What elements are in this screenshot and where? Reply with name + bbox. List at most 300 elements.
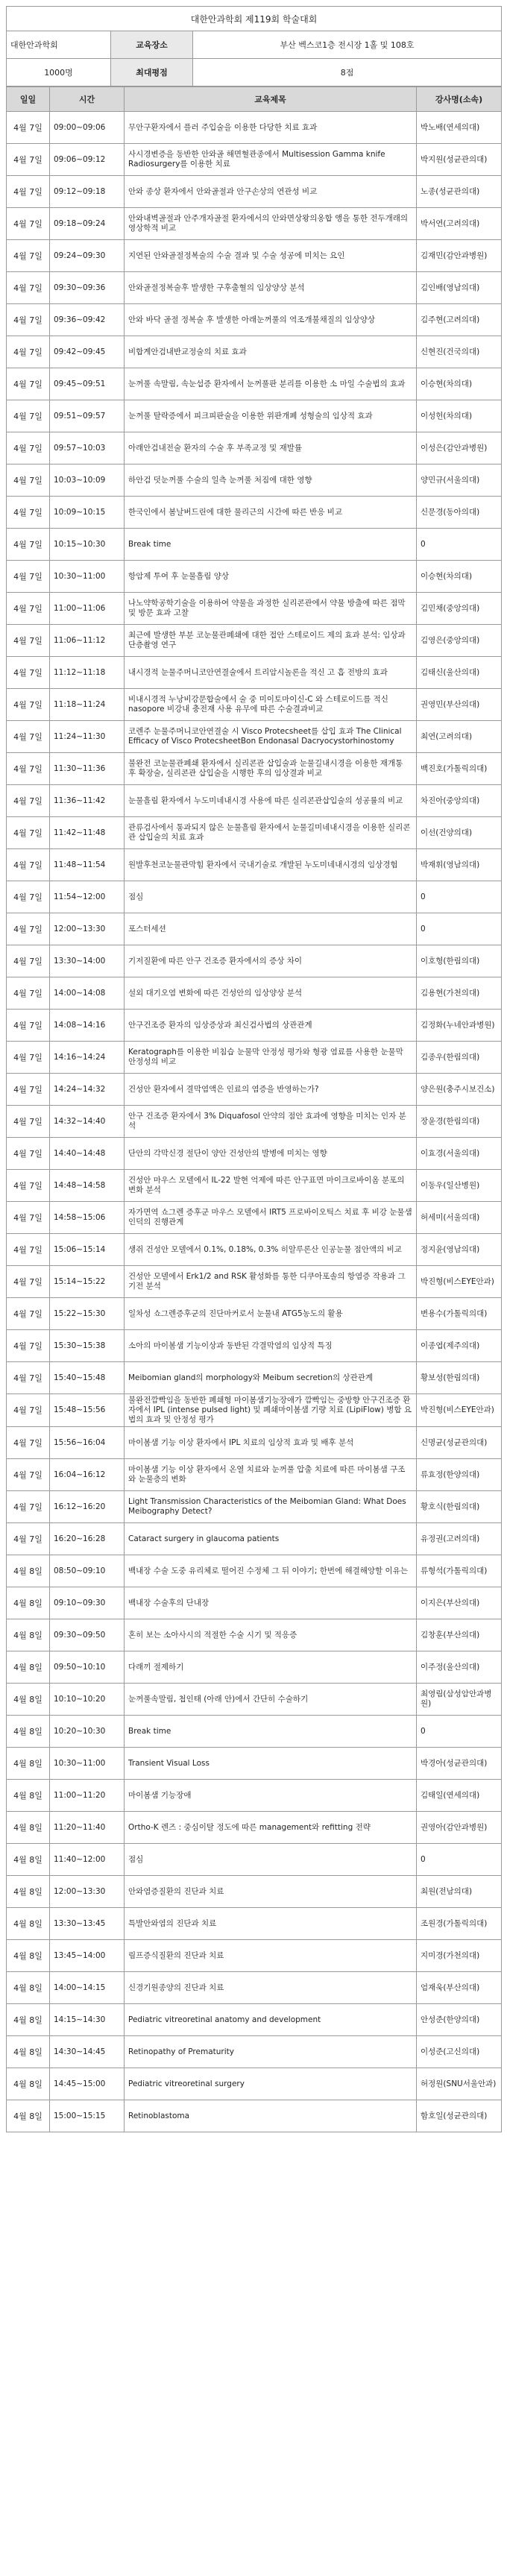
row-topic: 눈물흘림 환자에서 누도미네내시경 사용에 따른 실리콘관삽입술의 성공률의 비교: [125, 785, 417, 817]
row-speaker: 김태신(울산의대): [417, 657, 502, 689]
row-day: 4월 7일: [7, 1491, 50, 1523]
row-time: 10:20~10:30: [50, 1716, 125, 1748]
row-time: 11:20~11:40: [50, 1812, 125, 1844]
row-day: 4월 7일: [7, 112, 50, 144]
row-topic: 단안의 각막신경 절단이 양안 건성안의 발병에 미치는 영향: [125, 1138, 417, 1170]
row-time: 14:48~14:58: [50, 1170, 125, 1202]
row-topic: 기저질환에 따른 안구 건조증 환자에서의 증상 차이: [125, 945, 417, 977]
row-day: 4월 7일: [7, 465, 50, 497]
row-topic: 소아의 마이봄샘 기능이상과 동반된 각결막염의 임상적 특징: [125, 1330, 417, 1362]
row-time: 15:48~15:56: [50, 1394, 125, 1427]
row-time: 11:42~11:48: [50, 817, 125, 849]
row-time: 10:03~10:09: [50, 465, 125, 497]
row-speaker: 권영아(감안과병원): [417, 1812, 502, 1844]
row-day: 4월 7일: [7, 817, 50, 849]
row-speaker: 박진형(비스EYE안과): [417, 1394, 502, 1427]
row-speaker: 정지윤(영남의대): [417, 1234, 502, 1266]
schedule-page: [6, 6, 501, 2132]
row-day: 4월 8일: [7, 2100, 50, 2132]
row-topic: Keratograph를 이용한 비침습 눈물막 안정성 평가와 형광 염료를 사용한 눈물막 안정성의 비교: [125, 1042, 417, 1074]
row-time: 09:00~09:06: [50, 112, 125, 144]
table-row: [7, 2036, 502, 2068]
row-speaker: 박노배(연세의대): [417, 112, 502, 144]
row-speaker: 0: [417, 913, 502, 945]
row-time: 10:15~10:30: [50, 529, 125, 561]
row-time: 14:45~15:00: [50, 2068, 125, 2100]
row-day: 4월 8일: [7, 1812, 50, 1844]
table-row: [7, 1972, 502, 2004]
row-day: 4월 7일: [7, 721, 50, 753]
row-speaker: 이승현(차의대): [417, 561, 502, 593]
row-speaker: 허세미(서울의대): [417, 1202, 502, 1234]
row-topic: 포스터세션: [125, 913, 417, 945]
row-time: 09:24~09:30: [50, 240, 125, 272]
row-time: 09:42~09:45: [50, 336, 125, 368]
row-day: 4월 7일: [7, 304, 50, 336]
row-time: 10:09~10:15: [50, 497, 125, 529]
row-time: 15:06~15:14: [50, 1234, 125, 1266]
row-speaker: 김영은(중앙의대): [417, 625, 502, 657]
conference-title: 대한안과학회 제119회 학술대회: [7, 7, 502, 31]
row-topic: 림프증식질환의 진단과 치료: [125, 1940, 417, 1972]
row-day: 4월 8일: [7, 1780, 50, 1812]
row-day: 4월 7일: [7, 1234, 50, 1266]
table-row: [7, 1491, 502, 1523]
row-time: 16:20~16:28: [50, 1523, 125, 1555]
row-time: 09:06~09:12: [50, 144, 125, 176]
row-day: 4월 8일: [7, 2004, 50, 2036]
row-speaker: 권영민(부산의대): [417, 689, 502, 721]
table-row: [7, 1555, 502, 1587]
table-row: [7, 400, 502, 432]
row-speaker: 엄재욱(부산의대): [417, 1972, 502, 2004]
col-head-time: 시간: [50, 87, 125, 112]
row-speaker: 변용수(가톨릭의대): [417, 1298, 502, 1330]
row-topic: Retinoblastoma: [125, 2100, 417, 2132]
row-speaker: 0: [417, 529, 502, 561]
row-topic: Ortho-K 렌즈 : 중심이탈 정도에 따른 management와 refitting 전략: [125, 1812, 417, 1844]
row-time: 08:50~09:10: [50, 1555, 125, 1587]
row-day: 4월 8일: [7, 2036, 50, 2068]
row-day: 4월 7일: [7, 336, 50, 368]
row-topic: 설외 대기오염 변화에 따른 건성안의 임상양상 분석: [125, 977, 417, 1010]
attendance-fee: 1000명: [7, 59, 111, 86]
row-topic: 안구건조증 환자의 임상증상과 최신검사법의 상관관계: [125, 1010, 417, 1042]
row-day: 4월 7일: [7, 1202, 50, 1234]
row-topic: 신경기원종양의 진단과 치료: [125, 1972, 417, 2004]
row-topic: 혼히 보는 소아사시의 적절한 수술 시기 및 적응증: [125, 1619, 417, 1651]
row-speaker: 김용현(가천의대): [417, 977, 502, 1010]
row-time: 14:40~14:48: [50, 1138, 125, 1170]
row-time: 09:57~10:03: [50, 432, 125, 465]
row-day: 4월 7일: [7, 176, 50, 208]
row-topic: 안와염증질환의 진단과 치료: [125, 1876, 417, 1908]
table-row: [7, 1298, 502, 1330]
row-day: 4월 8일: [7, 1844, 50, 1876]
table-row: [7, 561, 502, 593]
row-topic: 안와골절정복술후 발생한 구후출혈의 임상양상 분석: [125, 272, 417, 304]
row-time: 13:30~13:45: [50, 1908, 125, 1940]
table-row: [7, 1427, 502, 1459]
table-row: [7, 1459, 502, 1491]
credit-label: 최대평점: [111, 59, 193, 86]
row-time: 09:18~09:24: [50, 208, 125, 240]
row-time: 16:12~16:20: [50, 1491, 125, 1523]
row-day: 4월 7일: [7, 689, 50, 721]
row-speaker: 허정원(SNU서울안과): [417, 2068, 502, 2100]
row-speaker: 0: [417, 1844, 502, 1876]
row-topic: 지연된 안와골절정복술의 수술 결과 및 수술 성공에 미치는 요인: [125, 240, 417, 272]
row-time: 15:14~15:22: [50, 1266, 125, 1298]
row-time: 15:56~16:04: [50, 1427, 125, 1459]
row-time: 14:15~14:30: [50, 2004, 125, 2036]
row-speaker: 안성준(한양의대): [417, 2004, 502, 2036]
row-speaker: 신명균(성균관의대): [417, 1427, 502, 1459]
row-topic: 눈꺼풀 탈락증에서 피크피판술을 이용한 위판개폐 성형술의 임상적 효과: [125, 400, 417, 432]
table-row: [7, 2100, 502, 2132]
row-day: 4월 7일: [7, 272, 50, 304]
venue-label: 교육장소: [111, 31, 193, 59]
table-row: [7, 1812, 502, 1844]
row-speaker: 김민채(중앙의대): [417, 593, 502, 625]
row-day: 4월 7일: [7, 657, 50, 689]
table-row: [7, 1170, 502, 1202]
row-day: 4월 8일: [7, 1555, 50, 1587]
venue-value: 부산 벡스코1층 전시장 1홀 및 108호: [193, 31, 502, 59]
row-speaker: 0: [417, 1716, 502, 1748]
row-speaker: 이성헌(차의대): [417, 400, 502, 432]
row-topic: 백내장 수술 도중 유리체로 떨어진 수정체 그 뒤 이야기; 한번에 해결해앙할 이유는: [125, 1555, 417, 1587]
header-table: [6, 6, 502, 86]
table-row: [7, 1844, 502, 1876]
row-topic: 자가면역 쇼그렌 증후군 마우스 모델에서 IRT5 프로바이오틱스 치료 후 비강 눈물샘인덕의 진행관계: [125, 1202, 417, 1234]
row-speaker: 조원경(가톨릭의대): [417, 1908, 502, 1940]
row-time: 16:04~16:12: [50, 1459, 125, 1491]
row-speaker: 이성은(감안과병원): [417, 432, 502, 465]
row-topic: Break time: [125, 529, 417, 561]
row-topic: 안와 바닥 골절 정복술 후 발생한 아래눈꺼풀의 역조개불채질의 임상양상: [125, 304, 417, 336]
table-row: [7, 432, 502, 465]
table-row: [7, 2068, 502, 2100]
table-row: [7, 1074, 502, 1106]
row-time: 14:24~14:32: [50, 1074, 125, 1106]
col-head-topic: 교육제목: [125, 87, 417, 112]
row-speaker: 장윤경(한림의대): [417, 1106, 502, 1138]
row-day: 4월 7일: [7, 785, 50, 817]
row-topic: 건성안 모델에서 Erk1/2 and RSK 활성화를 통한 디쿠아포솔의 항염증 작용과 그 기전 분석: [125, 1266, 417, 1298]
row-topic: Cataract surgery in glaucoma patients: [125, 1523, 417, 1555]
row-topic: 백내장 수술후의 단내장: [125, 1587, 417, 1619]
schedule-body: [7, 112, 502, 2132]
row-day: 4월 8일: [7, 1651, 50, 1684]
table-row: [7, 849, 502, 881]
row-time: 09:51~09:57: [50, 400, 125, 432]
table-row: [7, 208, 502, 240]
row-speaker: 최연(고려의대): [417, 721, 502, 753]
row-day: 4월 7일: [7, 1266, 50, 1298]
row-speaker: 신문경(동아의대): [417, 497, 502, 529]
col-head-day: 일일: [7, 87, 50, 112]
row-time: 09:50~10:10: [50, 1651, 125, 1684]
table-row: [7, 304, 502, 336]
row-speaker: 이호형(한림의대): [417, 945, 502, 977]
table-row: [7, 1106, 502, 1138]
row-day: 4월 7일: [7, 1138, 50, 1170]
row-time: 10:30~11:00: [50, 561, 125, 593]
row-day: 4월 8일: [7, 2068, 50, 2100]
row-topic: 비합계안검내반교정술의 치료 효과: [125, 336, 417, 368]
table-row: [7, 336, 502, 368]
row-speaker: 박지원(성균관의대): [417, 144, 502, 176]
row-day: 4월 8일: [7, 1940, 50, 1972]
row-day: 4월 7일: [7, 849, 50, 881]
table-row: [7, 1587, 502, 1619]
row-day: 4월 7일: [7, 1170, 50, 1202]
row-day: 4월 7일: [7, 1042, 50, 1074]
table-row: [7, 1266, 502, 1298]
row-topic: 마이봄샘 기능 이상 환자에서 온열 치료와 눈꺼풀 압출 치료에 따른 마이봄샘 구조와 눈물층의 변화: [125, 1459, 417, 1491]
row-time: 11:12~11:18: [50, 657, 125, 689]
row-day: 4월 8일: [7, 1876, 50, 1908]
row-topic: 불완전 코눈물관폐쇄 환자에서 실리콘관 삽입술과 눈물길내시경을 이용한 재개통 후 확장술, 실리콘관 삽입술을 시행한 후의 임상결과 비교: [125, 753, 417, 785]
row-time: 11:00~11:20: [50, 1780, 125, 1812]
row-time: 13:30~14:00: [50, 945, 125, 977]
row-time: 11:06~11:12: [50, 625, 125, 657]
row-topic: 마이봄샘 기능장애: [125, 1780, 417, 1812]
table-row: [7, 913, 502, 945]
row-speaker: 이종엽(제주의대): [417, 1330, 502, 1362]
row-day: 4월 7일: [7, 1427, 50, 1459]
row-topic: Break time: [125, 1716, 417, 1748]
table-row: [7, 689, 502, 721]
row-time: 15:40~15:48: [50, 1362, 125, 1394]
table-row: [7, 1042, 502, 1074]
row-speaker: 황보성(한림의대): [417, 1362, 502, 1394]
table-row: [7, 1330, 502, 1362]
row-day: 4월 7일: [7, 432, 50, 465]
row-topic: 눈꺼풀 속말림, 속눈섭증 환자에서 눈꺼풀판 분리를 이용한 소 마일 수술법의 효과: [125, 368, 417, 400]
row-day: 4월 7일: [7, 497, 50, 529]
table-row: [7, 1394, 502, 1427]
row-day: 4월 7일: [7, 625, 50, 657]
row-topic: 안와 종상 환자에서 안와골절과 안구손상의 연관성 비교: [125, 176, 417, 208]
table-row: [7, 1780, 502, 1812]
table-row: [7, 625, 502, 657]
row-time: 11:48~11:54: [50, 849, 125, 881]
row-topic: 다래끼 절제하기: [125, 1651, 417, 1684]
row-time: 11:18~11:24: [50, 689, 125, 721]
row-day: 4월 7일: [7, 1298, 50, 1330]
credit-value: 8점: [193, 59, 502, 86]
row-speaker: 이효경(서울의대): [417, 1138, 502, 1170]
row-speaker: 지미경(가천의대): [417, 1940, 502, 1972]
row-speaker: 김종우(한림의대): [417, 1042, 502, 1074]
row-topic: 점심: [125, 881, 417, 913]
row-topic: 비내시경적 누낭비강문합술에서 술 중 미이토마이신-C 와 스테로이드를 적신 nasopore 비강내 충전재 사용 유무에 따른 수술결과비교: [125, 689, 417, 721]
table-row: [7, 1234, 502, 1266]
row-time: 09:45~09:51: [50, 368, 125, 400]
row-day: 4월 7일: [7, 1394, 50, 1427]
row-day: 4월 8일: [7, 1748, 50, 1780]
row-time: 15:30~15:38: [50, 1330, 125, 1362]
row-day: 4월 7일: [7, 144, 50, 176]
table-row: [7, 1876, 502, 1908]
table-row: [7, 144, 502, 176]
row-speaker: 황호식(한림의대): [417, 1491, 502, 1523]
row-day: 4월 8일: [7, 1587, 50, 1619]
row-speaker: 이지은(부산의대): [417, 1587, 502, 1619]
row-time: 09:12~09:18: [50, 176, 125, 208]
row-speaker: 김정화(누네안과병원): [417, 1010, 502, 1042]
row-topic: Meibomian gland의 morphology와 Meibum secretion의 상관관계: [125, 1362, 417, 1394]
row-speaker: 박재휘(영남의대): [417, 849, 502, 881]
organizer-name: 대한안과학회: [7, 31, 111, 59]
table-row: [7, 1748, 502, 1780]
row-day: 4월 7일: [7, 1523, 50, 1555]
row-speaker: 류형석(가톨릭의대): [417, 1555, 502, 1587]
table-row: [7, 272, 502, 304]
row-topic: Light Transmission Characteristics of the Meibomian Gland: What Does Meibography Detect?: [125, 1491, 417, 1523]
row-topic: 마이봄샘 기능 이상 환자에서 IPL 치료의 임상적 효과 및 배후 분석: [125, 1427, 417, 1459]
row-topic: 건성안 환자에서 결막염액은 인료의 염증을 반영하는가?: [125, 1074, 417, 1106]
row-speaker: 신현진(건국의대): [417, 336, 502, 368]
row-topic: 최근에 발생한 부분 코눈물관폐쇄에 대한 접안 스테로이드 제의 효과 분석: 임상과 단층촬영 연구: [125, 625, 417, 657]
col-head-speaker: 강사명(소속): [417, 87, 502, 112]
row-time: 15:00~15:15: [50, 2100, 125, 2132]
row-speaker: 이선(건양의대): [417, 817, 502, 849]
row-speaker: 이주정(울산의대): [417, 1651, 502, 1684]
row-speaker: 이승현(차의대): [417, 368, 502, 400]
row-topic: Transient Visual Loss: [125, 1748, 417, 1780]
row-speaker: 김인배(영남의대): [417, 272, 502, 304]
row-speaker: 이동우(일산병원): [417, 1170, 502, 1202]
row-day: 4월 8일: [7, 1908, 50, 1940]
row-topic: 눈꺼풀속말림, 첩인태 (아래 안)에서 간단히 수술하기: [125, 1684, 417, 1716]
row-day: 4월 8일: [7, 1684, 50, 1716]
row-time: 14:32~14:40: [50, 1106, 125, 1138]
row-day: 4월 8일: [7, 1972, 50, 2004]
row-time: 12:00~13:30: [50, 1876, 125, 1908]
row-time: 14:00~14:08: [50, 977, 125, 1010]
row-day: 4월 7일: [7, 1362, 50, 1394]
row-time: 15:22~15:30: [50, 1298, 125, 1330]
row-day: 4월 7일: [7, 1010, 50, 1042]
schedule-table: [6, 86, 502, 2132]
row-speaker: 김주현(고려의대): [417, 304, 502, 336]
table-row: [7, 1202, 502, 1234]
table-row: [7, 977, 502, 1010]
row-topic: 일차성 쇼그렌증후군의 진단마커로서 눈물내 ATG5농도의 활용: [125, 1298, 417, 1330]
table-row: [7, 112, 502, 144]
row-day: 4월 7일: [7, 1106, 50, 1138]
table-row: [7, 721, 502, 753]
table-row: [7, 368, 502, 400]
table-row: [7, 176, 502, 208]
row-speaker: 류효정(한양의대): [417, 1459, 502, 1491]
row-topic: 안와내벽골절과 안주개자골절 환자에서의 안와면상왕의옹합 앵을 통한 전두개래의 영상학적 비교: [125, 208, 417, 240]
row-day: 4월 7일: [7, 240, 50, 272]
table-row: [7, 1684, 502, 1716]
table-row: [7, 593, 502, 625]
row-topic: 특발안와염의 진단과 치료: [125, 1908, 417, 1940]
table-row: [7, 240, 502, 272]
row-speaker: 박진형(비스EYE안과): [417, 1266, 502, 1298]
row-speaker: 김태일(연세의대): [417, 1780, 502, 1812]
row-topic: 관류검사에서 통과되지 않은 눈물흘림 환자에서 눈물길미네내시경을 이용한 실리콘관 삽입술의 치료 효과: [125, 817, 417, 849]
row-time: 13:45~14:00: [50, 1940, 125, 1972]
row-speaker: 김창훈(부산의대): [417, 1619, 502, 1651]
row-day: 4월 8일: [7, 1716, 50, 1748]
row-speaker: 이성준(고신의대): [417, 2036, 502, 2068]
table-row: [7, 1523, 502, 1555]
row-topic: 건성안 마우스 모델에서 IL-22 발현 억제에 따른 안구표면 마이크로바이옴 분포의 변화 분석: [125, 1170, 417, 1202]
table-row: [7, 1908, 502, 1940]
row-speaker: 양은원(충주시보건소): [417, 1074, 502, 1106]
row-time: 11:54~12:00: [50, 881, 125, 913]
row-day: 4월 7일: [7, 881, 50, 913]
row-day: 4월 7일: [7, 593, 50, 625]
row-time: 14:08~14:16: [50, 1010, 125, 1042]
table-row: [7, 529, 502, 561]
row-speaker: 최영림(삼성암안과병원): [417, 1684, 502, 1716]
row-time: 14:30~14:45: [50, 2036, 125, 2068]
table-row: [7, 497, 502, 529]
table-row: [7, 1940, 502, 1972]
row-topic: 사시경변증을 동반한 안와골 해면혈관종에서 Multisession Gamma knife Radiosurgery를 이용한 치료: [125, 144, 417, 176]
row-day: 4월 7일: [7, 1074, 50, 1106]
table-row: [7, 1010, 502, 1042]
row-time: 12:00~13:30: [50, 913, 125, 945]
row-time: 14:58~15:06: [50, 1202, 125, 1234]
row-topic: 내시경적 눈물주머니코안연결술에서 트리암시놀론을 적신 고 흡 전방의 효과: [125, 657, 417, 689]
row-speaker: 양민규(서울의대): [417, 465, 502, 497]
row-speaker: 박서연(고려의대): [417, 208, 502, 240]
row-day: 4월 7일: [7, 1330, 50, 1362]
row-day: 4월 7일: [7, 561, 50, 593]
table-row: [7, 1362, 502, 1394]
table-row: [7, 785, 502, 817]
row-time: 11:24~11:30: [50, 721, 125, 753]
row-day: 4월 7일: [7, 977, 50, 1010]
table-row: [7, 1619, 502, 1651]
row-speaker: 함호일(성균관의대): [417, 2100, 502, 2132]
row-topic: Pediatric vitreoretinal surgery: [125, 2068, 417, 2100]
row-time: 11:36~11:42: [50, 785, 125, 817]
row-topic: Retinopathy of Prematurity: [125, 2036, 417, 2068]
row-topic: Pediatric vitreoretinal anatomy and development: [125, 2004, 417, 2036]
table-row: [7, 465, 502, 497]
row-topic: 안구 건조증 환자에서 3% Diquafosol 안약의 점안 효과에 영향을 미치는 인자 분석: [125, 1106, 417, 1138]
row-speaker: 백진호(가톨릭의대): [417, 753, 502, 785]
table-row: [7, 657, 502, 689]
row-day: 4월 7일: [7, 208, 50, 240]
row-day: 4월 7일: [7, 368, 50, 400]
row-topic: 나노약학공학기술을 이용하여 약물을 과정한 실리콘관에서 약물 방출에 따른 점막 및 방문 효과 고찰: [125, 593, 417, 625]
row-day: 4월 7일: [7, 1459, 50, 1491]
table-row: [7, 1716, 502, 1748]
row-topic: 생쥐 건성안 모델에서 0.1%, 0.18%, 0.3% 히알루론산 인공눈물 점안액의 비교: [125, 1234, 417, 1266]
row-time: 10:10~10:20: [50, 1684, 125, 1716]
row-day: 4월 7일: [7, 753, 50, 785]
row-time: 09:10~09:30: [50, 1587, 125, 1619]
row-speaker: 유정권(고려의대): [417, 1523, 502, 1555]
table-row: [7, 1651, 502, 1684]
table-row: [7, 2004, 502, 2036]
row-speaker: 박경아(성균관의대): [417, 1748, 502, 1780]
row-topic: 항암제 투여 후 눈물흘림 양상: [125, 561, 417, 593]
row-time: 11:40~12:00: [50, 1844, 125, 1876]
row-topic: 무안구환자에서 플러 주입술을 이용한 다당한 치료 효과: [125, 112, 417, 144]
